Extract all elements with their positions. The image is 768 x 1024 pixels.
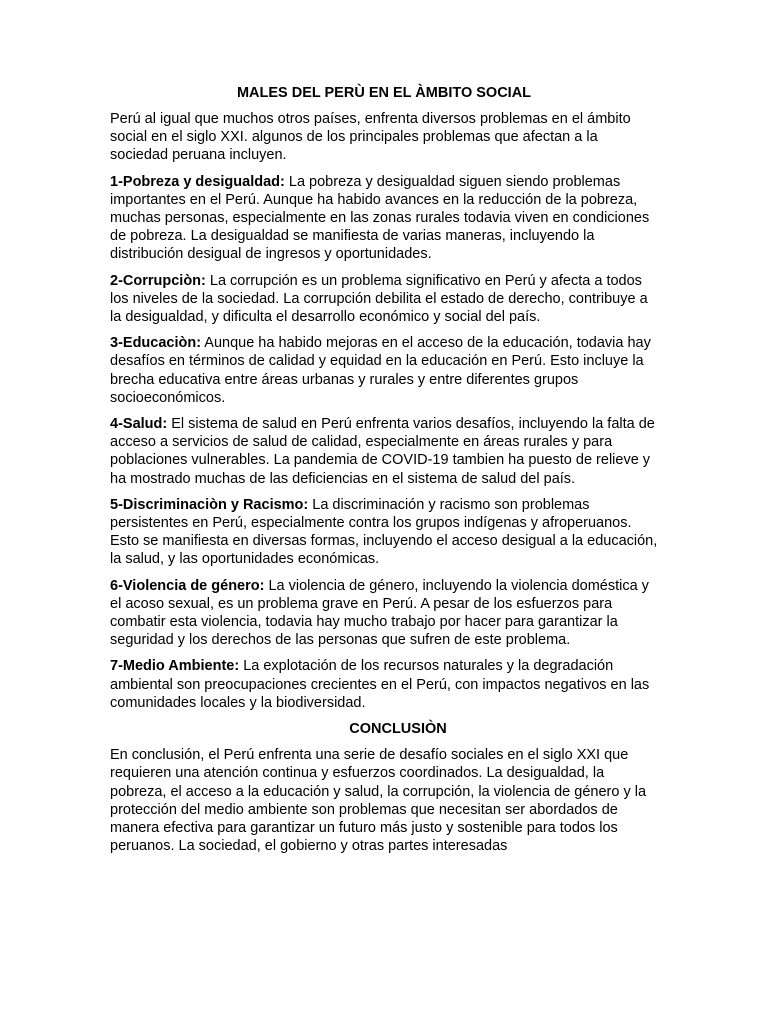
section-text: La explotación de los recursos naturales y la degradación ambiental son preocupaciones crecientes en el Perú, con impactos negativos en las comunidades locales y la biodiversidad. [110,658,650,711]
section-environment [110,657,658,712]
section-text: El sistema de salud en Perú enfrenta varios desafíos, incluyendo la falta de acceso a servicios de salud de calidad, especialmente en áreas rurales y para poblaciones vulnerables. La pandemia de COVID-19 tambien ha puesto de relieve y ha mostrado muchas de las deficiencias en el sistema de salud del país. [110,416,655,487]
section-health [110,415,658,488]
section-text: La pobreza y desigualdad siguen siendo problemas importantes en el Perú. Aunque ha habido avances en la reducción de la pobreza, muchas personas, especialmente en las zonas rurales todavia viven en condiciones de pobreza. La desigualdad se manifiesta de varias maneras, incluyendo la distribución desigual de ingresos y oportunidades. [110,173,650,263]
section-heading: 1-Pobreza y desigualdad: [110,173,285,190]
intro-paragraph: Perú al igual que muchos otros países, enfrenta diversos problemas en el ámbito social en el siglo XXI. algunos de los principales problemas que afectan a la sociedad peruana incluyen. [110,111,631,164]
conclusion-paragraph: En conclusión, el Perú enfrenta una serie de desafío sociales en el siglo XXI que requieren una atención continua y esfuerzos coordinados. La desigualdad, la pobreza, el acceso a la educación y salud, la corrupción, la violencia de género y la protección del medio ambiente son problemas que necesitan ser abordados de manera efectiva para garantizar un futuro más justo y sostenible para todos los peruanos. La sociedad, el gobierno y otras partes interesadas [110,747,647,855]
section-poverty [110,173,658,264]
section-text: La discriminación y racismo son problemas persistentes en Perú, especialmente contra los grupos indígenas y afroperuanos. Esto se manifiesta en diversas formas, incluyendo el acceso desigual a la educación, la salud, y las oportunidades económicas. [110,496,658,568]
section-text: La violencia de género, incluyendo la violencia doméstica y el acoso sexual, es un problema grave en Perú. A pesar de los esfuerzos para combatir esta violencia, todavia hay mucho trabajo por hacer para garantizar la seguridad y los derechos de las personas que sufren de este problema. [110,577,649,649]
section-heading: 2-Corrupciòn: [110,272,206,289]
section-heading: 7-Medio Ambiente: [110,658,240,675]
section-text: Aunque ha habido mejoras en el acceso de la educación, todavia hay desafíos en términos de calidad y equidad en la educación en Perú. Esto incluye la brecha educativa entre áreas urbanas y rurales y entre diferentes grupos socioeconómicos. [110,335,651,406]
section-heading: 6-Violencia de género: [110,577,265,594]
section-discrimination [110,496,658,569]
document-title: MALES DEL PERÙ EN EL ÀMBITO SOCIAL [236,85,532,101]
document-page [110,84,658,863]
section-education [110,334,658,407]
section-heading: 3-Educaciòn: [110,335,202,352]
conclusion-title: CONCLUSIÒN [349,721,447,738]
section-corruption [110,272,658,327]
section-heading: 4-Salud: [110,416,168,433]
section-text: La corrupción es un problema significativo en Perú y afecta a todos los niveles de la sociedad. La corrupción debilita el estado de derecho, contribuye a la desigualdad, y dificulta el desarrollo económico y social del país. [110,272,648,326]
section-gender-violence [110,577,658,650]
section-heading: 5-Discriminaciòn y Racismo: [110,496,309,513]
